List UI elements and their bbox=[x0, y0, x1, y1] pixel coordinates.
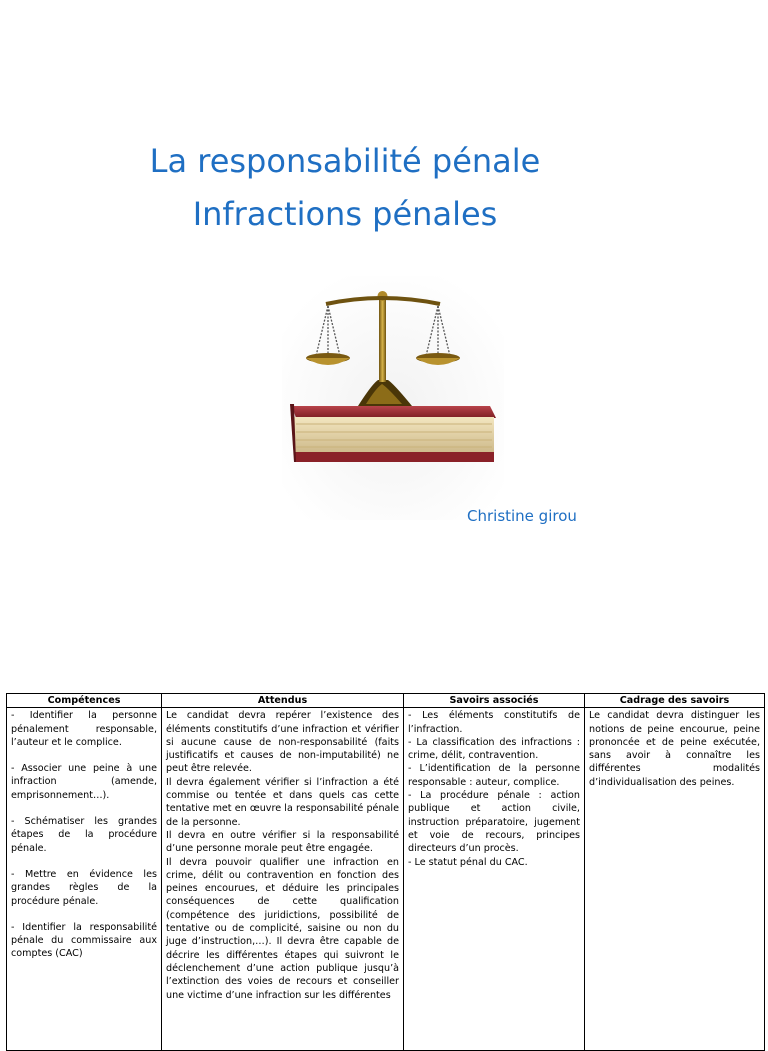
savoir-item: - L’identification de la personne responsable : auteur, complice. bbox=[408, 763, 580, 788]
attendu-paragraph: Le candidat devra repérer l’existence des éléments constitutifs d’une infraction et vérifier si aucune cause de non-responsabilité (faits justificatifs et causes de non-imputabilité) ne peut être relevée. bbox=[166, 710, 399, 775]
competence-item: - Identifier la responsabilité pénale du commissaire aux comptes (CAC) bbox=[11, 921, 157, 960]
curriculum-table bbox=[6, 693, 765, 1051]
header-cadrage-des-savoirs: Cadrage des savoirs bbox=[585, 694, 765, 708]
author-name: Christine girou bbox=[467, 507, 577, 525]
savoir-item: - La classification des infractions : crime, délit, contravention. bbox=[408, 736, 580, 762]
table-header-row bbox=[7, 694, 765, 708]
competence-item: - Schématiser les grandes étapes de la procédure pénale. bbox=[11, 816, 157, 854]
header-competences: Compétences bbox=[7, 694, 162, 708]
table-row bbox=[7, 708, 765, 1051]
cell-savoirs-associes bbox=[404, 708, 585, 1051]
competence-item: - Associer une peine à une infraction (amende, emprisonnement…). bbox=[11, 763, 157, 801]
header-savoirs-associes: Savoirs associés bbox=[404, 694, 585, 708]
page-title-line-2: Infractions pénales bbox=[192, 195, 498, 233]
page-title-line-1: La responsabilité pénale bbox=[149, 142, 541, 180]
savoir-item: - Le statut pénal du CAC. bbox=[408, 856, 528, 868]
competence-item: - Mettre en évidence les grandes règles de la procédure pénale. bbox=[11, 868, 157, 907]
scales-of-justice-on-book-icon bbox=[282, 276, 504, 520]
header-attendus: Attendus bbox=[162, 694, 404, 708]
competence-item: - Identifier la personne pénalement responsable, l’auteur et le complice. bbox=[11, 710, 157, 748]
cell-attendus bbox=[162, 708, 404, 1051]
cell-cadrage-des-savoirs bbox=[585, 708, 765, 1051]
cadrage-text: Le candidat devra distinguer les notions de peine encourue, peine prononcée et de peine exécutée, sans avoir à connaître les différentes modalités d’individualisation des peines. bbox=[589, 710, 760, 788]
attendu-paragraph: Il devra également vérifier si l’infraction a été commise ou tentée et dans quels cas cette tentative met en œuvre la responsabilité pénale de la personne. bbox=[166, 776, 399, 828]
attendu-paragraph: Il devra pouvoir qualifier une infraction en crime, délit ou contravention en fonction des peines encourues, et déduire les principales conséquences de cette qualification (compétence des juridictions, possibilité de tentative ou de complicité, saisine ou non du juge d’instruction,…). Il devra être capable de décrire les différentes étapes qui suivront le déclenchement d’une action publique jusqu’à l’extinction des voies de recours et conseiller une victime d’une infraction sur les différentes bbox=[166, 856, 399, 1001]
savoir-item: - La procédure pénale : action publique et action civile, instruction préparatoire, jugement et voie de recours, principes directeurs d’un procès. bbox=[408, 790, 580, 855]
attendu-paragraph: Il devra en outre vérifier si la responsabilité d’une personne morale peut être engagée. bbox=[166, 829, 399, 855]
savoir-item: - Les éléments constitutifs de l’infraction. bbox=[408, 710, 580, 735]
cell-competences bbox=[7, 708, 162, 1051]
